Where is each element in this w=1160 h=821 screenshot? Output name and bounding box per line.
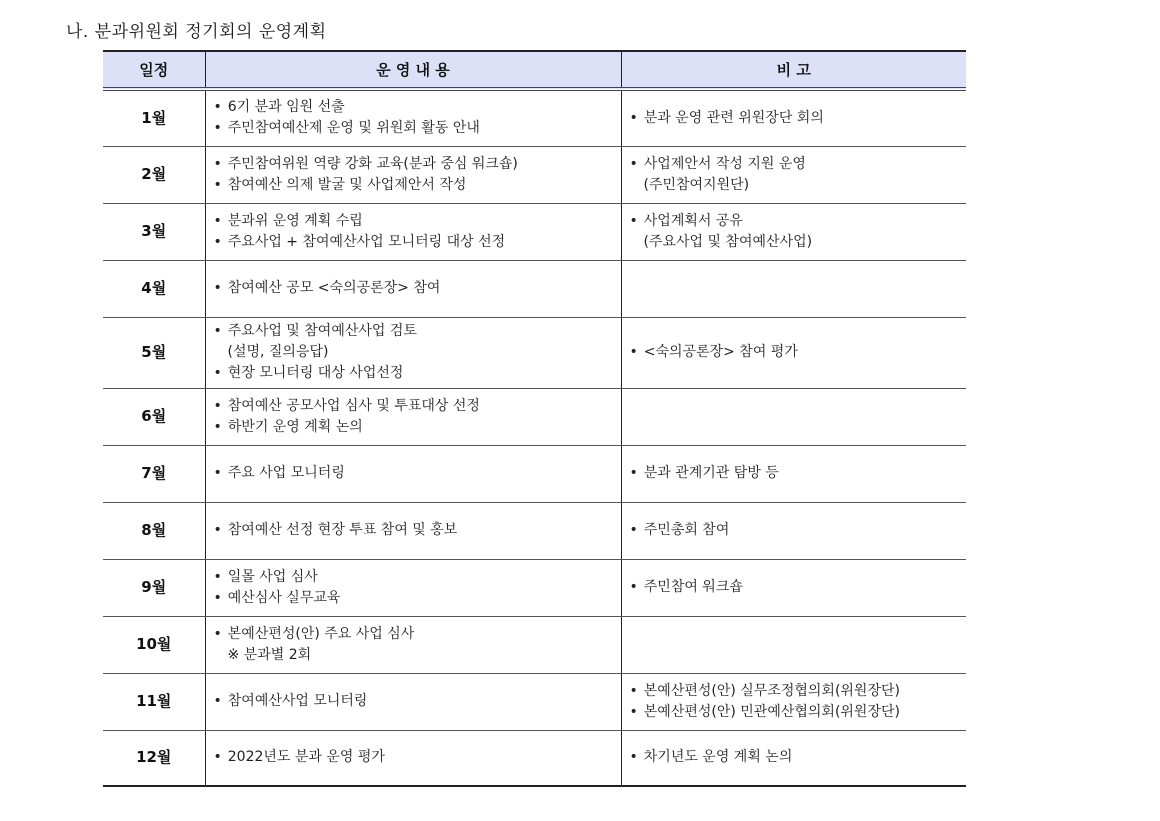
bullet-item: • 참여예산 선정 현장 투표 참여 및 홍보 [214, 520, 613, 541]
table-row [103, 445, 966, 502]
note-cell [621, 89, 966, 146]
note-cell [621, 388, 966, 445]
bullet-item: • 참여예산 의제 발굴 및 사업제안서 작성 [214, 175, 613, 196]
month-cell: 7월 [103, 445, 205, 502]
content-cell [205, 502, 621, 559]
table-row [103, 203, 966, 260]
bullet-item: • 본예산편성(안) 주요 사업 심사 [214, 624, 613, 645]
continuation-text: (주민참여지원단) [643, 176, 750, 193]
bullet-item: • 참여예산 공모 <숙의공론장> 참여 [214, 278, 613, 299]
month-cell: 5월 [103, 317, 205, 388]
table-row [103, 502, 966, 559]
table-row [103, 559, 966, 616]
continuation-text: (주요사업 및 참여예산사업) [643, 233, 813, 250]
bullet-item: • 주민참여 워크숍 [630, 577, 959, 598]
content-cell [205, 89, 621, 146]
month-cell: 8월 [103, 502, 205, 559]
content-cell [205, 616, 621, 673]
note-cell [621, 203, 966, 260]
content-cell [205, 203, 621, 260]
content-cell [205, 317, 621, 388]
table-row [103, 260, 966, 317]
header-note: 비 고 [621, 51, 966, 89]
table-body [103, 89, 966, 786]
bullet-item: • 예산심사 실무교육 [214, 588, 613, 609]
bullet-item: • 분과 운영 관련 위원장단 회의 [630, 108, 959, 129]
meeting-plan-table [103, 50, 966, 787]
content-cell [205, 730, 621, 786]
note-cell [621, 317, 966, 388]
continuation-text: ※ 분과별 2회 [227, 646, 312, 663]
note-cell [621, 559, 966, 616]
table-row [103, 616, 966, 673]
bullet-item: • 주요사업 및 참여예산사업 검토 [214, 321, 613, 342]
note-cell [621, 146, 966, 203]
section-title: 나. 분과위원회 정기회의 운영계획 [66, 22, 327, 42]
content-cell [205, 559, 621, 616]
bullet-item: • 차기년도 운영 계획 논의 [630, 747, 959, 768]
bullet-item: • 2022년도 분과 운영 평가 [214, 747, 613, 768]
continuation-text: (설명, 질의응답) [227, 344, 329, 360]
month-cell: 6월 [103, 388, 205, 445]
table-header-row [103, 51, 966, 89]
bullet-item: • 주요 사업 모니터링 [214, 463, 613, 484]
table-row [103, 89, 966, 146]
table-row [103, 673, 966, 730]
bullet-item: • 분과 관계기관 탐방 등 [630, 463, 959, 484]
bullet-item: • 주요사업 + 참여예산사업 모니터링 대상 선정 [214, 232, 613, 253]
table-row [103, 146, 966, 203]
month-cell: 4월 [103, 260, 205, 317]
bullet-item: • 주민총회 참여 [630, 520, 959, 541]
note-cell [621, 502, 966, 559]
content-cell [205, 673, 621, 730]
bullet-item: • 하반기 운영 계획 논의 [214, 417, 613, 438]
bullet-item: • 일몰 사업 심사 [214, 567, 613, 588]
bullet-item: • 주민참여위원 역량 강화 교육(분과 중심 워크숍) [214, 154, 613, 175]
month-cell: 10월 [103, 616, 205, 673]
table-row [103, 388, 966, 445]
content-cell [205, 388, 621, 445]
note-cell [621, 730, 966, 786]
bullet-item: • 6기 분과 임원 선출 [214, 97, 613, 118]
bullet-item: • 현장 모니터링 대상 사업선정 [214, 363, 613, 384]
bullet-item: • 주민참여예산제 운영 및 위원회 활동 안내 [214, 118, 613, 139]
note-cell [621, 260, 966, 317]
content-cell [205, 260, 621, 317]
month-cell: 3월 [103, 203, 205, 260]
header-content: 운 영 내 용 [205, 51, 621, 89]
bullet-item: • 본예산편성(안) 민관예산협의회(위원장단) [630, 702, 959, 723]
bullet-item: • 참여예산사업 모니터링 [214, 691, 613, 712]
note-cell [621, 616, 966, 673]
header-schedule: 일정 [103, 51, 205, 89]
note-cell [621, 445, 966, 502]
bullet-item: • 분과위 운영 계획 수립 [214, 211, 613, 232]
bullet-item: • 사업계획서 공유 [630, 211, 959, 232]
content-cell [205, 146, 621, 203]
bullet-item: • <숙의공론장> 참여 평가 [630, 342, 959, 363]
bullet-item: • 본예산편성(안) 실무조정협의회(위원장단) [630, 681, 959, 702]
month-cell: 1월 [103, 89, 205, 146]
table-row [103, 317, 966, 388]
month-cell: 2월 [103, 146, 205, 203]
month-cell: 11월 [103, 673, 205, 730]
table-row [103, 730, 966, 786]
bullet-item: • 참여예산 공모사업 심사 및 투표대상 선정 [214, 396, 613, 417]
bullet-item: • 사업제안서 작성 지원 운영 [630, 154, 959, 175]
content-cell [205, 445, 621, 502]
month-cell: 12월 [103, 730, 205, 786]
note-cell [621, 673, 966, 730]
month-cell: 9월 [103, 559, 205, 616]
